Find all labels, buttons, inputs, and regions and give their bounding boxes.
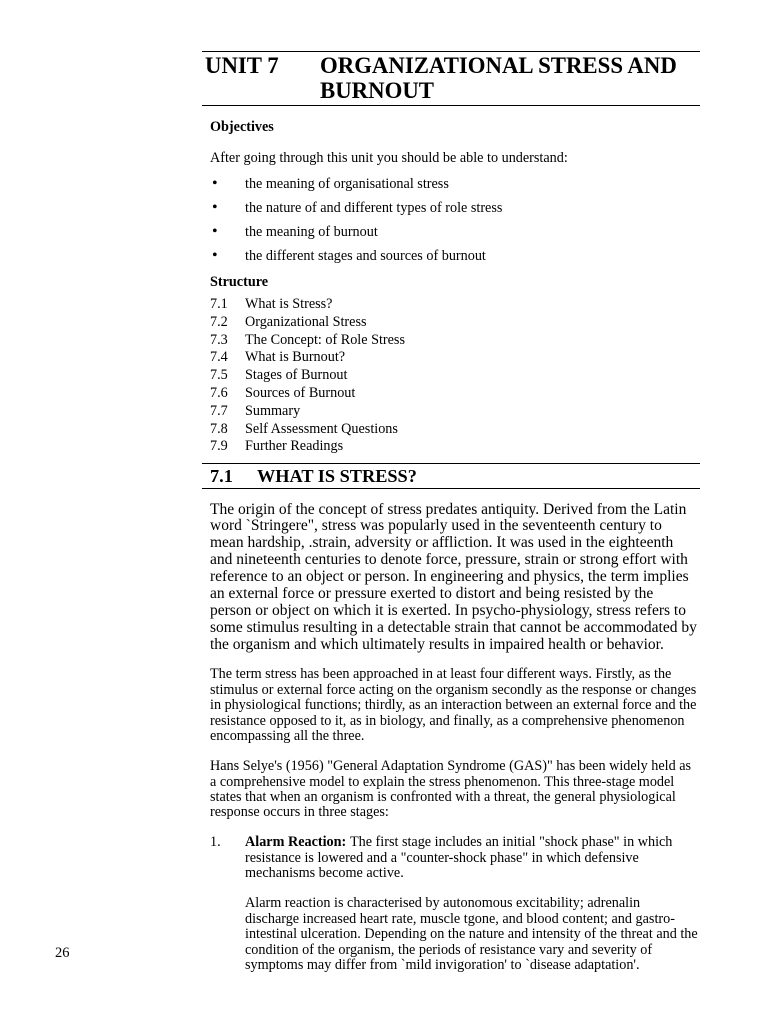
paragraph-line: the organism and which ultimately results in impaired health or behavior.	[210, 635, 664, 653]
structure-item-label: Sources of Burnout	[245, 384, 356, 401]
paragraph-line: symptoms may differ from `mild invigoration' to `disease adaptation'.	[245, 957, 640, 974]
structure-item-label: The Concept: of Role Stress	[245, 331, 405, 348]
structure-heading: Structure	[210, 274, 269, 290]
paragraph-line: mean hardship, .strain, adversity or affliction. It was used in the eighteenth	[210, 534, 674, 552]
paragraph-line: and nineteenth centuries to denote force, pressure, strain or strong effort with	[210, 551, 688, 569]
structure-item	[210, 438, 700, 456]
structure-item-label: Further Readings	[245, 438, 344, 455]
paragraph-line: in physiological functions; thirdly, as an interaction between an external force and the	[210, 697, 697, 714]
structure-item	[210, 385, 700, 403]
structure-item	[210, 421, 700, 439]
unit-title-line: ORGANIZATIONAL STRESS AND	[320, 53, 677, 78]
list-item-line: mechanisms become active.	[245, 865, 404, 882]
paragraph-line: Hans Selye's (1956) "General Adaptation Syndrome (GAS)" has been widely held as	[210, 758, 692, 775]
structure-item-number: 7.4	[210, 349, 228, 366]
page-number: 26	[55, 945, 70, 961]
paragraph	[210, 502, 697, 654]
bullet-marker: •	[212, 223, 218, 240]
paragraph-line: condition of the organism, the periods of resistance vary and severity of	[245, 941, 653, 958]
structure-item-number: 7.3	[210, 331, 228, 348]
structure-item-label: Organizational Stress	[245, 313, 367, 330]
structure-item-number: 7.8	[210, 420, 228, 437]
objective-item	[210, 172, 700, 196]
objectives-heading: Objectives	[210, 119, 274, 135]
unit-title-line: BURNOUT	[320, 78, 434, 103]
paragraph-line: discharge increased heart rate, muscle tgone, and blood content; and gastro-	[245, 910, 675, 927]
objective-item	[210, 220, 700, 244]
structure-item-label: What is Burnout?	[245, 349, 346, 366]
paragraph-line: a comprehensive model to explain the stress phenomenon. This three-stage model	[210, 773, 675, 790]
title-rule-bottom	[202, 105, 700, 107]
structure-item-label: Stages of Burnout	[245, 367, 348, 384]
objective-text: the meaning of burnout	[245, 224, 378, 240]
unit-title	[320, 53, 677, 103]
paragraph-line: Alarm reaction is characterised by autonomous excitability; adrenalin	[245, 895, 641, 912]
section-heading	[210, 465, 700, 487]
structure-item	[210, 367, 700, 385]
list-item-body	[245, 835, 672, 881]
paragraph-line: The origin of the concept of stress predates antiquity. Derived from the Latin	[210, 500, 687, 518]
list-item-number: 1.	[210, 834, 221, 851]
structure-item-number: 7.7	[210, 402, 228, 419]
objectives-intro: After going through this unit you should be able to understand:	[210, 150, 568, 166]
section-rule-bottom	[202, 488, 700, 490]
list-item-term: Alarm Reaction:	[245, 834, 347, 851]
list-item-line: resistance is lowered and a "counter-shock phase" in which defensive	[245, 849, 639, 866]
section-title: WHAT IS STRESS?	[257, 466, 417, 486]
paragraph-line: encompassing all the three.	[210, 728, 365, 745]
paragraph	[210, 759, 691, 820]
structure-item	[210, 332, 700, 350]
paragraph-line: word `Stringere", stress was popularly used in the seventeenth century to	[210, 517, 662, 535]
list-item-text: The first stage includes an initial "shock phase" in which	[349, 834, 673, 851]
objective-text: the meaning of organisational stress	[245, 176, 449, 192]
structure-item-number: 7.9	[210, 438, 228, 455]
structure-list	[210, 296, 700, 456]
bullet-marker: •	[212, 199, 218, 216]
paragraph-line: resistance opposed to it, as in biology, and finally, as a comprehensive phenomenon	[210, 712, 685, 729]
structure-item	[210, 403, 700, 421]
structure-item-number: 7.2	[210, 313, 228, 330]
section-number: 7.1	[210, 466, 233, 486]
paragraph-line: reference to an object or person. In engineering and physics, the term implies	[210, 568, 689, 586]
structure-item-number: 7.5	[210, 367, 228, 384]
paragraph-line: an external force or pressure exerted to distort and being resisted by the	[210, 585, 654, 603]
title-rule-top	[202, 51, 700, 53]
objective-item	[210, 244, 700, 268]
structure-item	[210, 349, 700, 367]
objective-text: the nature of and different types of role stress	[245, 200, 503, 216]
bullet-marker: •	[212, 247, 218, 264]
section-rule-top	[202, 463, 700, 465]
paragraph-line: The term stress has been approached in at least four different ways. Firstly, as the	[210, 666, 672, 683]
paragraph	[210, 667, 696, 745]
objective-text: the different stages and sources of burnout	[245, 248, 486, 264]
objectives-list	[210, 172, 700, 268]
paragraph-line: person or object on which it is exerted. In psycho-physiology, stress refers to	[210, 601, 686, 619]
structure-item-number: 7.1	[210, 296, 228, 312]
bullet-marker: •	[212, 175, 218, 192]
structure-item-label: Self Assessment Questions	[245, 420, 398, 437]
unit-label: UNIT 7	[205, 53, 279, 78]
structure-item	[210, 314, 700, 332]
paragraph-line: stimulus or external force acting on the organism secondly as the response or changes	[210, 681, 697, 698]
paragraph-line: response occurs in three stages:	[210, 804, 389, 821]
structure-item-label: What is Stress?	[245, 296, 333, 312]
objective-item	[210, 196, 700, 220]
structure-item	[210, 296, 700, 314]
structure-item-label: Summary	[245, 402, 301, 419]
list-item-line	[245, 835, 672, 850]
paragraph-line: some stimulus resulting in a detectable strain that cannot be accommodated by	[210, 618, 697, 636]
list-item-subparagraph	[245, 896, 698, 974]
structure-item-number: 7.6	[210, 384, 228, 401]
paragraph-line: intestinal ulceration. Depending on the nature and intensity of the threat and the	[245, 926, 698, 943]
paragraph-line: states that when an organism is confronted with a threat, the general physiological	[210, 788, 676, 805]
